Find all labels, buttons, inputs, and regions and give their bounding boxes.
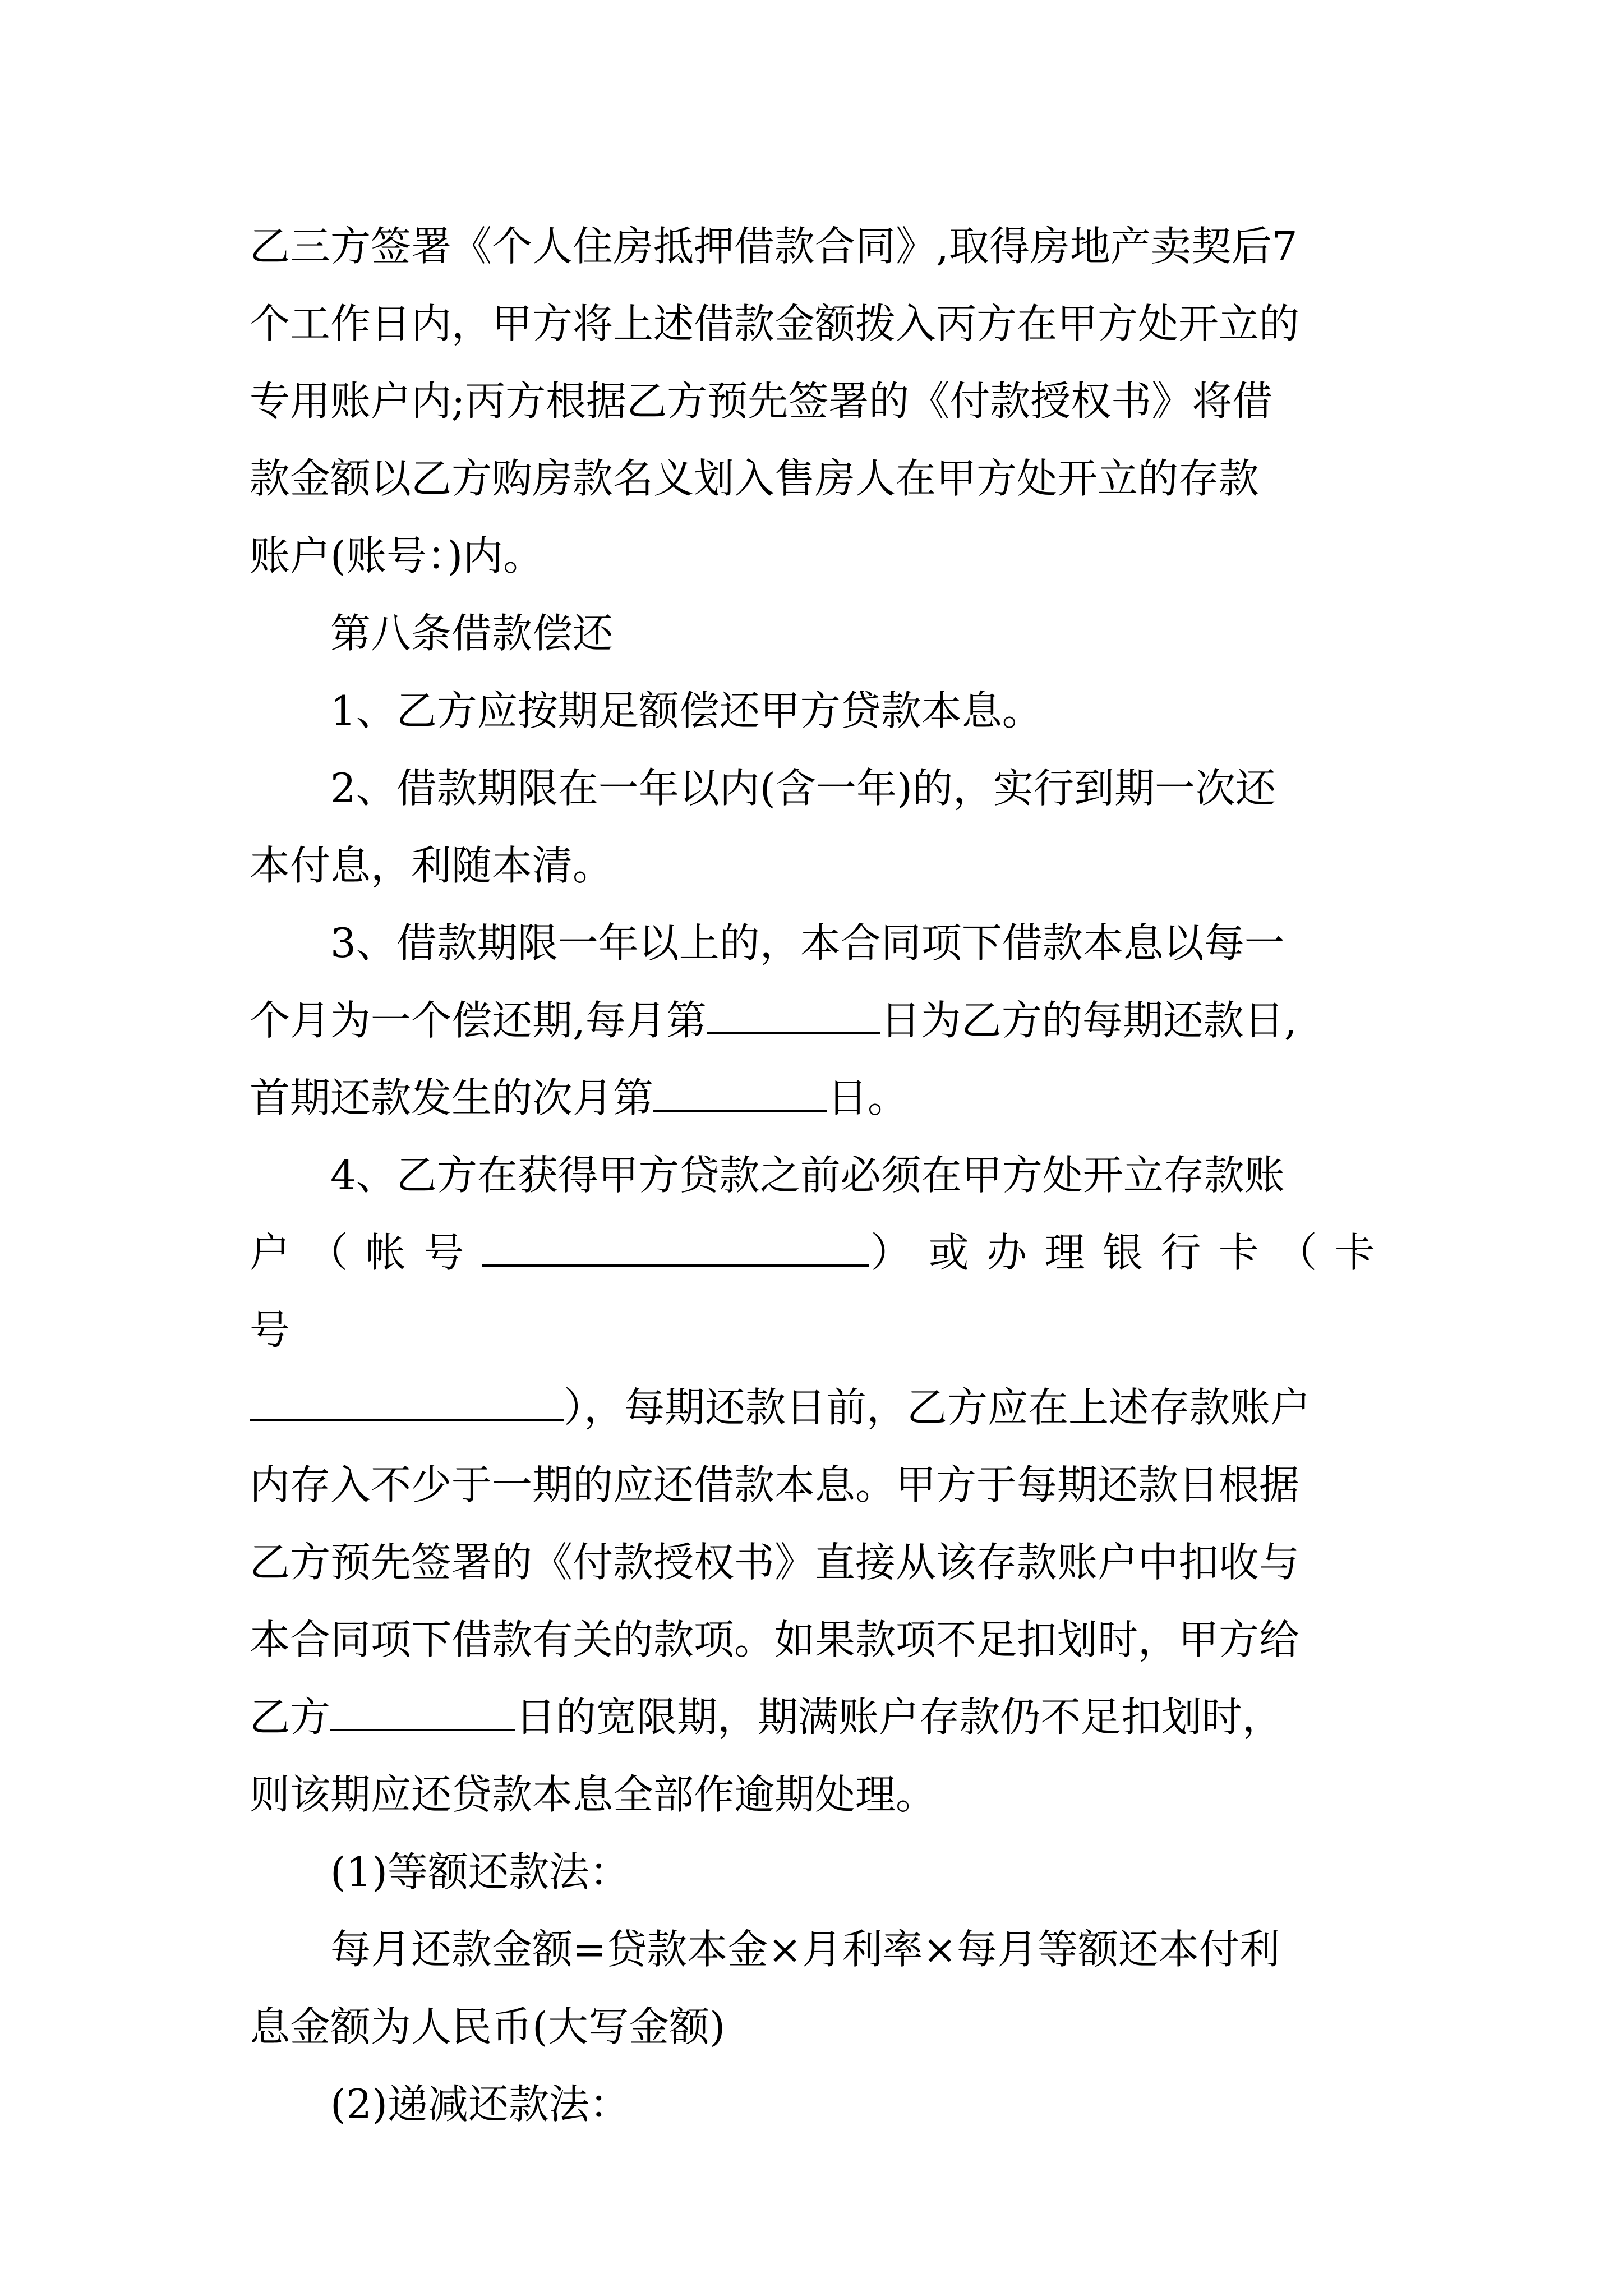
clause-3 — [250, 904, 1391, 1137]
text-line — [250, 1214, 1391, 1369]
grace-period-blank — [330, 1695, 515, 1731]
text-segment: 首期还款发生的次月第 — [250, 1074, 654, 1121]
text-segment: 户（帐号 — [250, 1229, 482, 1276]
text-segment: 乙方 — [250, 1694, 331, 1741]
text-segment: ），每期还款日前，乙方应在上述存款账户 — [564, 1384, 1311, 1431]
text-segment: 日为乙方的每期还款日, — [880, 997, 1297, 1044]
text-line: 息金额为人民币(大写金额) — [250, 2003, 726, 2050]
text-line: 款金额以乙方购房款名义划入售房人在甲方处开立的存款 — [250, 455, 1260, 502]
text-line: 乙三方签署《个人住房抵押借款合同》,取得房地产卖契后7 — [250, 223, 1298, 270]
formula-paragraph — [250, 1911, 1391, 2065]
text-line: 每月还款金额=贷款本金×月利率×每月等额还本付利 — [330, 1926, 1280, 1973]
text-line: 内存入不少于一期的应还借款本息。甲方于每期还款日根据 — [250, 1461, 1300, 1508]
text-line — [250, 982, 1391, 1059]
document-body — [250, 208, 1391, 2143]
clause-2 — [250, 749, 1391, 904]
text-segment: 个月为一个偿还期,每月第 — [250, 997, 707, 1044]
section-title: 第八条借款偿还 — [330, 610, 614, 657]
card-number-blank — [250, 1386, 564, 1421]
text-segment: ）或办理银行卡（卡号 — [250, 1229, 1391, 1354]
text-line — [250, 1369, 1391, 1446]
text-line: 账户(账号：)内。 — [250, 532, 544, 579]
method-equal-repayment-heading: (1)等额还款法： — [330, 1848, 630, 1895]
text-line: 乙方预先签署的《付款授权书》直接从该存款账户中扣收与 — [250, 1539, 1300, 1586]
text-line: 4、乙方在获得甲方贷款之前必须在甲方处开立存款账 — [330, 1152, 1285, 1199]
text-segment: 日的宽限期，期满账户存款仍不足扣划时， — [515, 1694, 1283, 1741]
account-number-blank — [482, 1231, 869, 1267]
text-line: 本付息，利随本清。 — [250, 842, 614, 889]
text-line: 3、借款期限一年以上的，本合同项下借款本息以每一 — [330, 919, 1285, 967]
paragraph-loan-disbursement — [250, 208, 1391, 595]
text-line — [250, 1678, 1391, 1756]
first-repayment-day-blank — [653, 1076, 827, 1112]
text-line: 则该期应还贷款本息全部作逾期处理。 — [250, 1771, 937, 1818]
text-segment: 日。 — [827, 1074, 909, 1121]
text-line: 个工作日内，甲方将上述借款金额拨入丙方在甲方处开立的 — [250, 300, 1300, 347]
repayment-day-blank — [707, 999, 880, 1034]
text-line: 本合同项下借款有关的款项。如果款项不足扣划时，甲方给 — [250, 1616, 1300, 1663]
clause-1: 1、乙方应按期足额偿还甲方贷款本息。 — [330, 687, 1043, 734]
text-line: 专用账户内;丙方根据乙方预先签署的《付款授权书》将借 — [250, 378, 1273, 425]
text-line: 2、借款期限在一年以内(含一年)的，实行到期一次还 — [330, 765, 1276, 812]
clause-4 — [250, 1137, 1391, 1833]
text-line — [250, 1059, 1391, 1137]
method-decreasing-repayment-heading: (2)递减还款法： — [330, 2081, 630, 2128]
